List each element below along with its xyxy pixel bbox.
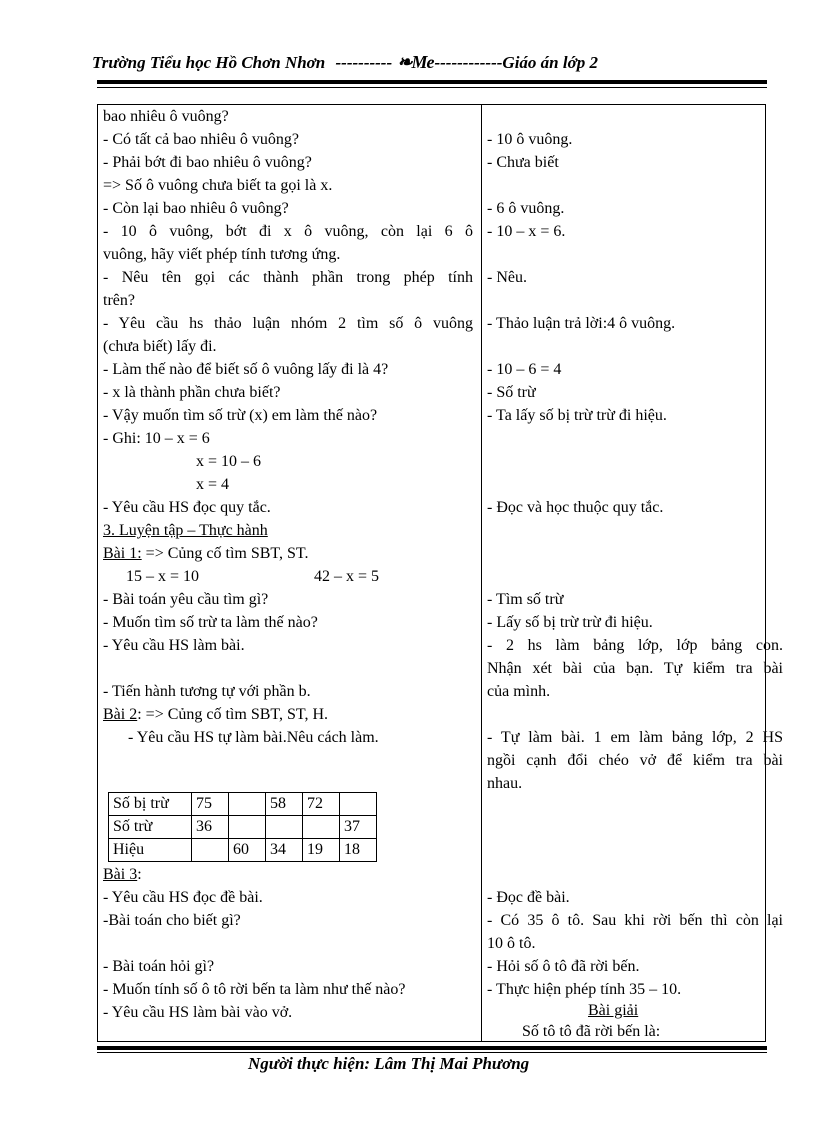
right-line: của mình. [487,683,551,700]
exercise-2-goal: : => Củng cố tìm SBT, ST, H. [137,706,329,723]
left-line: - Yêu cầu hs thảo luận nhóm 2 tìm số ô vuông [103,315,473,332]
exercise-3-label: Bài 3 [103,866,138,883]
table-cell: Số bị trừ [109,793,192,816]
right-line: - Đọc và học thuộc quy tắc. [487,499,664,516]
exercise-2-heading [103,704,328,726]
table-cell [303,816,340,839]
left-line: - Nêu tên gọi các thành phần trong phép tính [103,269,473,286]
left-line: - Làm thế nào để biết số ô vuông lấy đi là 4? [103,361,389,378]
left-line: - 10 ô vuông, bớt đi x ô vuông, còn lại 6 ô [103,223,473,240]
table-cell: 34 [266,839,303,862]
header-dashes-right: ------------ [434,53,503,72]
exercise-1-label: Bài 1: [103,545,142,562]
right-line: - Tìm số trừ [487,591,564,608]
left-line: - Bài toán yêu cầu tìm gì? [103,591,269,608]
equation-line: - Ghi: 10 – x = 6 [103,430,210,447]
right-line: - Ta lấy số bị trừ trừ đi hiệu. [487,407,667,424]
right-line: Nhận xét bài của bạn. Tự kiểm tra bài [487,660,783,677]
table-cell [192,839,229,862]
left-line: vuông, hãy viết phép tính tương ứng. [103,246,341,263]
left-line: - Yêu cầu HS tự làm bài.Nêu cách làm. [128,729,379,746]
exercise-1-heading [103,543,308,565]
table-cell [229,793,266,816]
left-line: - Vậy muốn tìm số trừ (x) em làm thế nào? [103,407,378,424]
right-line: - Đọc đề bài. [487,889,570,906]
right-line: - 10 ô vuông. [487,131,573,148]
exercise-1b: 42 – x = 5 [314,568,380,585]
right-line: - 2 hs làm bảng lớp, lớp bảng con. [487,637,783,654]
table-row [109,793,377,816]
column-divider [481,104,482,1042]
exercise-3-heading [103,864,142,886]
left-line: -Bài toán cho biết gì? [103,912,241,929]
right-line: - Thảo luận trả lời:4 ô vuông. [487,315,676,332]
left-line: - x là thành phần chưa biết? [103,384,281,401]
right-line: - 10 – 6 = 4 [487,361,562,378]
left-line: - Phải bớt đi bao nhiêu ô vuông? [103,154,312,171]
left-line: - Tiến hành tương tự với phần b. [103,683,311,700]
header-rule-thick [97,80,767,84]
exercise-1-goal: => Củng cố tìm SBT, ST. [141,545,309,562]
exercise-1a: 15 – x = 10 [126,568,200,585]
right-line: - Nêu. [487,269,527,286]
logo-text: Me [411,52,434,72]
ornament-logo [397,52,433,73]
right-line: - Chưa biết [487,154,559,171]
table-cell: 37 [340,816,377,839]
equation-line: x = 4 [196,476,230,493]
right-line: - Tự làm bài. 1 em làm bảng lớp, 2 HS [487,729,783,746]
section-heading: 3. Luyện tập – Thực hành [103,522,268,539]
table-cell [340,793,377,816]
right-line: - Hỏi số ô tô đã rời bến. [487,958,640,975]
table-row [109,816,377,839]
right-line: 10 ô tô. [487,935,536,952]
footer-rule-thin [97,1052,767,1053]
table-cell: 58 [266,793,303,816]
left-line: - Muốn tìm số trừ ta làm thế nào? [103,614,318,631]
right-line: - Có 35 ô tô. Sau khi rời bến thì còn lại [487,912,783,929]
subject-label: Giáo án lớp 2 [502,53,598,72]
right-line: - Lấy số bị trừ trừ đi hiệu. [487,614,653,631]
left-line: - Yêu cầu HS làm bài. [103,637,245,654]
footer-rule-thick [97,1046,767,1050]
solution-line: Số tô tô đã rời bến là: [522,1023,661,1040]
left-line: bao nhiêu ô vuông? [103,108,229,125]
left-line: (chưa biết) lấy đi. [103,338,217,355]
left-line: - Yêu cầu HS làm bài vào vở. [103,1004,293,1021]
header-dashes-left: ---------- [335,53,393,72]
right-line: ngồi cạnh đổi chéo vở để kiểm tra bài [487,752,783,769]
solution-heading: Bài giải [588,1002,639,1019]
exercise-3-colon: : [137,866,142,883]
left-line: - Có tất cả bao nhiêu ô vuông? [103,131,299,148]
subtraction-table [108,792,377,862]
table-row [109,839,377,862]
left-line: - Muốn tính số ô tô rời bến ta làm như thế nào? [103,981,406,998]
table-cell: 60 [229,839,266,862]
right-line: - Thực hiện phép tính 35 – 10. [487,981,682,998]
table-cell [266,816,303,839]
header-rule-thin [97,87,767,88]
table-cell: 36 [192,816,229,839]
table-cell: 72 [303,793,340,816]
right-line: - 6 ô vuông. [487,200,565,217]
left-line: - Còn lại bao nhiêu ô vuông? [103,200,289,217]
exercise-2-label: Bài 2 [103,706,138,723]
left-line: - Yêu cầu HS đọc quy tắc. [103,499,271,516]
table-cell: Số trừ [109,816,192,839]
school-name: Trường Tiểu học Hồ Chơn Nhơn [92,53,326,72]
right-line: - Số trừ [487,384,536,401]
table-cell: 19 [303,839,340,862]
left-line: => Số ô vuông chưa biết ta gọi là x. [103,177,333,194]
left-line: - Bài toán hỏi gì? [103,958,215,975]
left-line: - Yêu cầu HS đọc đề bài. [103,889,263,906]
table-cell [229,816,266,839]
page-header [92,52,692,78]
table-cell: 18 [340,839,377,862]
left-line: trên? [103,292,135,309]
right-line: - 10 – x = 6. [487,223,566,240]
table-cell: Hiệu [109,839,192,862]
right-line: nhau. [487,775,523,792]
author-footer: Người thực hiện: Lâm Thị Mai Phương [248,1054,530,1073]
ornament-icon: ❧ [397,52,412,72]
equation-line: x = 10 – 6 [196,453,262,470]
table-cell: 75 [192,793,229,816]
